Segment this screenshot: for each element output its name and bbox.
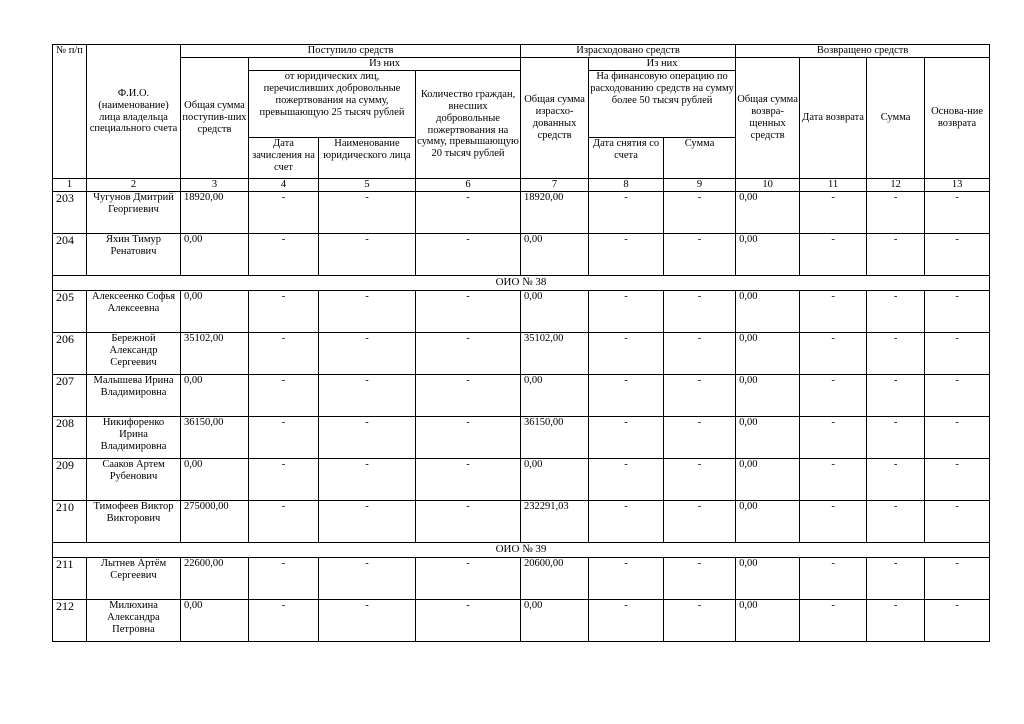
cell-c7: 18920,00 bbox=[521, 192, 589, 234]
cell-c5: - bbox=[319, 375, 416, 417]
cell-c12: - bbox=[867, 333, 925, 375]
cell-c12: - bbox=[867, 192, 925, 234]
cell-c12: - bbox=[867, 558, 925, 600]
cell-c6: - bbox=[416, 600, 521, 642]
cell-c10: 0,00 bbox=[736, 234, 800, 276]
column-number: 12 bbox=[867, 179, 925, 192]
table-row bbox=[53, 501, 990, 543]
cell-c3: 0,00 bbox=[181, 234, 249, 276]
cell-c11: - bbox=[800, 375, 867, 417]
cell-c11: - bbox=[800, 291, 867, 333]
table-row bbox=[53, 558, 990, 600]
cell-num: 207 bbox=[53, 375, 87, 417]
cell-num: 203 bbox=[53, 192, 87, 234]
cell-c10: 0,00 bbox=[736, 558, 800, 600]
cell-c12: - bbox=[867, 600, 925, 642]
header-citizens-count: Количество граждан, внесших добровольные пожертвования на сумму, превышающую 20 тысяч рублей bbox=[416, 71, 521, 179]
cell-c11: - bbox=[800, 192, 867, 234]
cell-c6: - bbox=[416, 459, 521, 501]
cell-c3: 22600,00 bbox=[181, 558, 249, 600]
cell-c6: - bbox=[416, 234, 521, 276]
cell-fio: Малышева Ирина Владимировна bbox=[87, 375, 181, 417]
header-received-of-them: Из них bbox=[249, 58, 521, 71]
cell-c9: - bbox=[664, 558, 736, 600]
column-number: 3 bbox=[181, 179, 249, 192]
cell-c4: - bbox=[249, 417, 319, 459]
cell-c5: - bbox=[319, 501, 416, 543]
cell-c10: 0,00 bbox=[736, 375, 800, 417]
header-withdraw-date: Дата снятия со счета bbox=[589, 138, 664, 179]
column-number: 6 bbox=[416, 179, 521, 192]
cell-c11: - bbox=[800, 600, 867, 642]
column-number: 1 bbox=[53, 179, 87, 192]
table-row bbox=[53, 600, 990, 642]
cell-fio: Тимофеев Виктор Викторович bbox=[87, 501, 181, 543]
cell-c10: 0,00 bbox=[736, 501, 800, 543]
cell-fio: Бережной Александр Сергеевич bbox=[87, 333, 181, 375]
cell-c11: - bbox=[800, 501, 867, 543]
header-total-received: Общая сумма поступив-ших средств bbox=[181, 58, 249, 179]
cell-c8: - bbox=[589, 333, 664, 375]
section-header-row bbox=[53, 276, 990, 291]
cell-c11: - bbox=[800, 333, 867, 375]
cell-c7: 0,00 bbox=[521, 459, 589, 501]
cell-c6: - bbox=[416, 192, 521, 234]
table-row bbox=[53, 291, 990, 333]
cell-c6: - bbox=[416, 333, 521, 375]
cell-num: 209 bbox=[53, 459, 87, 501]
cell-c11: - bbox=[800, 417, 867, 459]
cell-c7: 35102,00 bbox=[521, 333, 589, 375]
cell-c5: - bbox=[319, 459, 416, 501]
column-number: 8 bbox=[589, 179, 664, 192]
header-op-sum: Сумма bbox=[664, 138, 736, 179]
cell-c10: 0,00 bbox=[736, 417, 800, 459]
cell-c9: - bbox=[664, 417, 736, 459]
cell-c8: - bbox=[589, 234, 664, 276]
cell-c11: - bbox=[800, 558, 867, 600]
cell-c3: 36150,00 bbox=[181, 417, 249, 459]
column-number: 9 bbox=[664, 179, 736, 192]
table-row bbox=[53, 417, 990, 459]
cell-c3: 0,00 bbox=[181, 291, 249, 333]
header-legal-name: Наименование юридического лица bbox=[319, 138, 416, 179]
cell-c6: - bbox=[416, 417, 521, 459]
cell-c7: 232291,03 bbox=[521, 501, 589, 543]
cell-fio: Лытнев Артём Сергеевич bbox=[87, 558, 181, 600]
cell-c13: - bbox=[925, 234, 990, 276]
cell-c8: - bbox=[589, 375, 664, 417]
cell-c12: - bbox=[867, 501, 925, 543]
cell-c13: - bbox=[925, 459, 990, 501]
cell-num: 211 bbox=[53, 558, 87, 600]
cell-c10: 0,00 bbox=[736, 192, 800, 234]
cell-c13: - bbox=[925, 333, 990, 375]
cell-c8: - bbox=[589, 417, 664, 459]
cell-c7: 36150,00 bbox=[521, 417, 589, 459]
cell-num: 212 bbox=[53, 600, 87, 642]
header-financial-op: На финансовую операцию по расходованию средств на сумму более 50 тысяч рублей bbox=[589, 71, 736, 138]
funds-report-table bbox=[52, 44, 990, 642]
cell-fio: Сааков Артем Рубенович bbox=[87, 459, 181, 501]
table-row bbox=[53, 192, 990, 234]
header-total-returned: Общая сумма возвра-щенных средств bbox=[736, 58, 800, 179]
column-number-row bbox=[53, 179, 990, 192]
cell-c10: 0,00 bbox=[736, 291, 800, 333]
cell-c9: - bbox=[664, 501, 736, 543]
cell-num: 205 bbox=[53, 291, 87, 333]
cell-c4: - bbox=[249, 558, 319, 600]
cell-c5: - bbox=[319, 234, 416, 276]
cell-c13: - bbox=[925, 375, 990, 417]
cell-c13: - bbox=[925, 501, 990, 543]
cell-c12: - bbox=[867, 459, 925, 501]
section-title: ОИО № 39 bbox=[53, 543, 990, 558]
header-legal-donations: от юридических лиц, перечисливших добровольные пожертвования на сумму, превышающую 25 тысяч рублей bbox=[249, 71, 416, 138]
cell-c5: - bbox=[319, 417, 416, 459]
cell-fio: Чугунов Дмитрий Георгиевич bbox=[87, 192, 181, 234]
header-spent-of-them: Из них bbox=[589, 58, 736, 71]
cell-c13: - bbox=[925, 291, 990, 333]
cell-fio: Алексеенко Софья Алексеевна bbox=[87, 291, 181, 333]
cell-c5: - bbox=[319, 600, 416, 642]
cell-c5: - bbox=[319, 291, 416, 333]
cell-c11: - bbox=[800, 234, 867, 276]
cell-c7: 0,00 bbox=[521, 234, 589, 276]
header-received: Поступило средств bbox=[181, 45, 521, 58]
cell-c5: - bbox=[319, 558, 416, 600]
cell-c7: 0,00 bbox=[521, 600, 589, 642]
cell-c13: - bbox=[925, 558, 990, 600]
cell-num: 206 bbox=[53, 333, 87, 375]
cell-c6: - bbox=[416, 375, 521, 417]
header-return-basis: Основа-ние возврата bbox=[925, 58, 990, 179]
cell-c9: - bbox=[664, 600, 736, 642]
cell-c12: - bbox=[867, 291, 925, 333]
cell-c9: - bbox=[664, 234, 736, 276]
cell-c10: 0,00 bbox=[736, 333, 800, 375]
cell-c13: - bbox=[925, 600, 990, 642]
cell-c8: - bbox=[589, 600, 664, 642]
cell-c11: - bbox=[800, 459, 867, 501]
table-row bbox=[53, 333, 990, 375]
column-number: 2 bbox=[87, 179, 181, 192]
cell-c4: - bbox=[249, 600, 319, 642]
cell-c12: - bbox=[867, 417, 925, 459]
cell-c9: - bbox=[664, 291, 736, 333]
cell-c4: - bbox=[249, 291, 319, 333]
cell-c9: - bbox=[664, 375, 736, 417]
column-number: 7 bbox=[521, 179, 589, 192]
cell-c13: - bbox=[925, 417, 990, 459]
table-header bbox=[53, 45, 990, 192]
cell-c7: 0,00 bbox=[521, 375, 589, 417]
column-number: 11 bbox=[800, 179, 867, 192]
cell-c4: - bbox=[249, 459, 319, 501]
column-number: 13 bbox=[925, 179, 990, 192]
cell-c5: - bbox=[319, 192, 416, 234]
cell-c7: 20600,00 bbox=[521, 558, 589, 600]
cell-c9: - bbox=[664, 459, 736, 501]
cell-c7: 0,00 bbox=[521, 291, 589, 333]
cell-fio: Милюхина Александра Петровна bbox=[87, 600, 181, 642]
header-spent: Израсходовано средств bbox=[521, 45, 736, 58]
header-num: № п/п bbox=[53, 45, 87, 179]
header-fio: Ф.И.О. (наименование) лица владельца специального счета bbox=[87, 45, 181, 179]
section-header-row bbox=[53, 543, 990, 558]
header-return-date: Дата возврата bbox=[800, 58, 867, 179]
table-row bbox=[53, 459, 990, 501]
cell-fio: Никифоренко Ирина Владимировна bbox=[87, 417, 181, 459]
header-return-sum: Сумма bbox=[867, 58, 925, 179]
cell-c4: - bbox=[249, 192, 319, 234]
cell-c8: - bbox=[589, 459, 664, 501]
column-number: 4 bbox=[249, 179, 319, 192]
cell-c8: - bbox=[589, 192, 664, 234]
header-total-spent: Общая сумма израсхо-дованных средств bbox=[521, 58, 589, 179]
cell-c8: - bbox=[589, 558, 664, 600]
column-number: 10 bbox=[736, 179, 800, 192]
table-row bbox=[53, 234, 990, 276]
cell-c6: - bbox=[416, 558, 521, 600]
cell-c13: - bbox=[925, 192, 990, 234]
cell-num: 210 bbox=[53, 501, 87, 543]
cell-c4: - bbox=[249, 375, 319, 417]
cell-c8: - bbox=[589, 501, 664, 543]
cell-c3: 275000,00 bbox=[181, 501, 249, 543]
cell-c3: 18920,00 bbox=[181, 192, 249, 234]
cell-c4: - bbox=[249, 501, 319, 543]
cell-c3: 35102,00 bbox=[181, 333, 249, 375]
cell-c12: - bbox=[867, 234, 925, 276]
cell-c9: - bbox=[664, 333, 736, 375]
section-title: ОИО № 38 bbox=[53, 276, 990, 291]
header-credit-date: Дата зачисления на счет bbox=[249, 138, 319, 179]
cell-c4: - bbox=[249, 234, 319, 276]
cell-fio: Яхин Тимур Ренатович bbox=[87, 234, 181, 276]
cell-c3: 0,00 bbox=[181, 459, 249, 501]
cell-c4: - bbox=[249, 333, 319, 375]
cell-c10: 0,00 bbox=[736, 459, 800, 501]
cell-c8: - bbox=[589, 291, 664, 333]
header-returned: Возвращено средств bbox=[736, 45, 990, 58]
cell-c3: 0,00 bbox=[181, 600, 249, 642]
cell-c5: - bbox=[319, 333, 416, 375]
cell-c3: 0,00 bbox=[181, 375, 249, 417]
cell-num: 204 bbox=[53, 234, 87, 276]
cell-c10: 0,00 bbox=[736, 600, 800, 642]
table-row bbox=[53, 375, 990, 417]
table-body bbox=[53, 192, 990, 642]
cell-c9: - bbox=[664, 192, 736, 234]
cell-c6: - bbox=[416, 501, 521, 543]
cell-c12: - bbox=[867, 375, 925, 417]
cell-c6: - bbox=[416, 291, 521, 333]
column-number: 5 bbox=[319, 179, 416, 192]
cell-num: 208 bbox=[53, 417, 87, 459]
